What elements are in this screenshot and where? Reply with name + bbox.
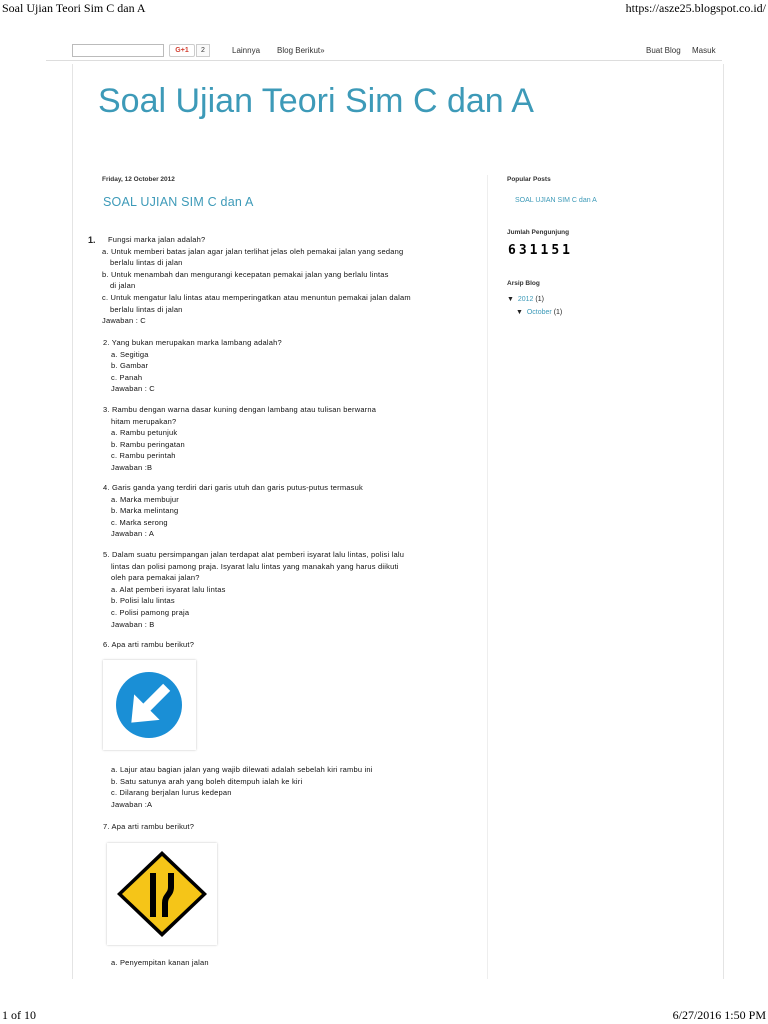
- option-c: c. Panah: [111, 372, 143, 382]
- question-7: [103, 821, 194, 833]
- answer: Jawaban :B: [111, 462, 153, 472]
- visitors-heading: Jumlah Pengunjung: [507, 229, 570, 236]
- archive-month-count: (1): [553, 309, 563, 316]
- question-text: 4. Garis ganda yang terdiri dari garis utuh dan garis putus-putus termasuk: [103, 483, 363, 492]
- question-text: Fungsi marka jalan adalah?: [108, 235, 206, 244]
- archive-month: [516, 309, 562, 316]
- question-3: [103, 404, 376, 474]
- option-b: b. Untuk menambah dan mengurangi kecepatan pemakai jalan yang berlalu lintas: [102, 269, 389, 279]
- option-b: b. Gambar: [111, 361, 149, 371]
- gplus-count: 2: [196, 44, 210, 57]
- question-text: 5. Dalam suatu persimpangan jalan terdapat alat pemberi isyarat lalu lintas, polisi lalu: [103, 550, 405, 559]
- question-5: [103, 549, 404, 630]
- option-a: a. Marka membujur: [111, 494, 180, 504]
- answer: Jawaban : A: [111, 529, 155, 539]
- sign-in-link[interactable]: Masuk: [692, 46, 716, 55]
- road-narrows-right-sign-icon: [107, 843, 217, 945]
- navbar-divider: [46, 60, 722, 61]
- question-7-options: [103, 957, 209, 969]
- option-a: a. Untuk memberi batas jalan agar jalan terlihat jelas oleh pemakai jalan yang sedang: [102, 246, 404, 256]
- next-blog-link[interactable]: Blog Berikut»: [277, 46, 325, 55]
- road-narrows-sign-image: [107, 843, 217, 945]
- print-footer: [0, 1008, 768, 1024]
- option-b: b. Marka melintang: [111, 506, 179, 516]
- option-a: a. Lajur atau bagian jalan yang wajib dilewati adalah sebelah kiri rambu ini: [111, 765, 373, 774]
- create-blog-link[interactable]: Buat Blog: [646, 46, 681, 55]
- print-title: Soal Ujian Teori Sim C dan A: [2, 1, 146, 15]
- counter-digit: 6: [508, 243, 516, 258]
- counter-digit: 1: [562, 243, 570, 258]
- option-c: c. Marka serong: [111, 517, 168, 527]
- question-text-cont-2: oleh para pemakai jalan?: [111, 573, 200, 583]
- option-c: c. Untuk mengatur lalu lintas atau memperingatkan atau menuntun pemakai jalan dalam: [102, 292, 411, 302]
- counter-digit: 1: [540, 243, 549, 258]
- archive-heading: Arsip Blog: [507, 280, 540, 287]
- option-b: b. Polisi lalu lintas: [111, 596, 175, 606]
- option-b: b. Rambu peringatan: [111, 439, 185, 449]
- answer: Jawaban : B: [111, 619, 155, 629]
- post-title[interactable]: SOAL UJIAN SIM C dan A: [103, 195, 254, 209]
- triangle-down-icon[interactable]: ▼: [507, 296, 514, 303]
- option-c: c. Dilarang berjalan lurus kedepan: [111, 788, 232, 798]
- q1-number: 1.: [88, 235, 96, 245]
- counter-digit: 1: [529, 243, 538, 258]
- archive-month-link[interactable]: October: [526, 309, 552, 316]
- keep-left-sign-icon: [103, 660, 196, 750]
- question-4: [103, 482, 363, 540]
- popular-post-link[interactable]: SOAL UJIAN SIM C dan A: [515, 197, 597, 204]
- archive-year: [507, 296, 544, 303]
- question-text-cont: lintas dan polisi pamong praja. Isyarat lalu lintas yang manakah yang harus diikuti: [111, 561, 399, 571]
- option-b-cont: di jalan: [110, 281, 136, 291]
- option-c: c. Rambu perintah: [111, 451, 176, 461]
- question-text: 7. Apa arti rambu berikut?: [103, 822, 195, 831]
- option-c: c. Polisi pamong praja: [111, 607, 190, 617]
- question-6: [103, 639, 194, 651]
- more-link[interactable]: Lainnya: [232, 46, 261, 55]
- option-a: a. Rambu petunjuk: [111, 428, 178, 438]
- post-date: Friday, 12 October 2012: [102, 176, 175, 183]
- answer: Jawaban :A: [111, 799, 153, 809]
- option-b: b. Satu satunya arah yang boleh ditempuh ialah ke kiri: [111, 776, 303, 786]
- print-datetime: 6/27/2016 1:50 PM: [672, 1008, 766, 1022]
- option-a: a. Segitiga: [111, 349, 149, 359]
- question-text-cont: hitam merupakan?: [111, 416, 177, 426]
- search-input[interactable]: [72, 44, 164, 57]
- option-a: a. Penyempitan kanan jalan: [111, 958, 209, 967]
- question-1: [102, 234, 411, 327]
- keep-left-sign-image: [103, 660, 196, 750]
- question-6-options: [103, 764, 373, 810]
- print-url: https://asze25.blogspot.co.id/: [625, 1, 766, 15]
- counter-digit: 5: [551, 243, 560, 258]
- sidebar-divider: [487, 175, 488, 979]
- option-c-cont: berlalu lintas di jalan: [110, 304, 183, 314]
- option-a: a. Alat pemberi isyarat lalu lintas: [111, 584, 226, 594]
- question-text: 2. Yang bukan merupakan marka lambang adalah?: [103, 338, 282, 347]
- visitor-counter: [508, 243, 570, 258]
- question-2: [103, 337, 282, 395]
- gplus-button[interactable]: G+1: [169, 44, 195, 57]
- answer: Jawaban : C: [111, 384, 155, 394]
- option-a-cont: berlalu lintas di jalan: [110, 258, 183, 268]
- page-count: 1 of 10: [2, 1008, 36, 1022]
- blogger-navbar: [72, 42, 722, 60]
- blog-title[interactable]: Soal Ujian Teori Sim C dan A: [98, 82, 534, 120]
- answer: Jawaban : C: [102, 316, 146, 326]
- counter-digit: 3: [518, 243, 527, 258]
- archive-year-count: (1): [535, 296, 544, 303]
- popular-posts-heading: Popular Posts: [507, 176, 551, 183]
- question-text: 3. Rambu dengan warna dasar kuning dengan lambang atau tulisan berwarna: [103, 405, 377, 414]
- print-header: [0, 0, 768, 16]
- archive-year-link[interactable]: 2012: [517, 296, 534, 303]
- triangle-down-icon[interactable]: ▼: [516, 309, 523, 316]
- question-text: 6. Apa arti rambu berikut?: [103, 640, 195, 649]
